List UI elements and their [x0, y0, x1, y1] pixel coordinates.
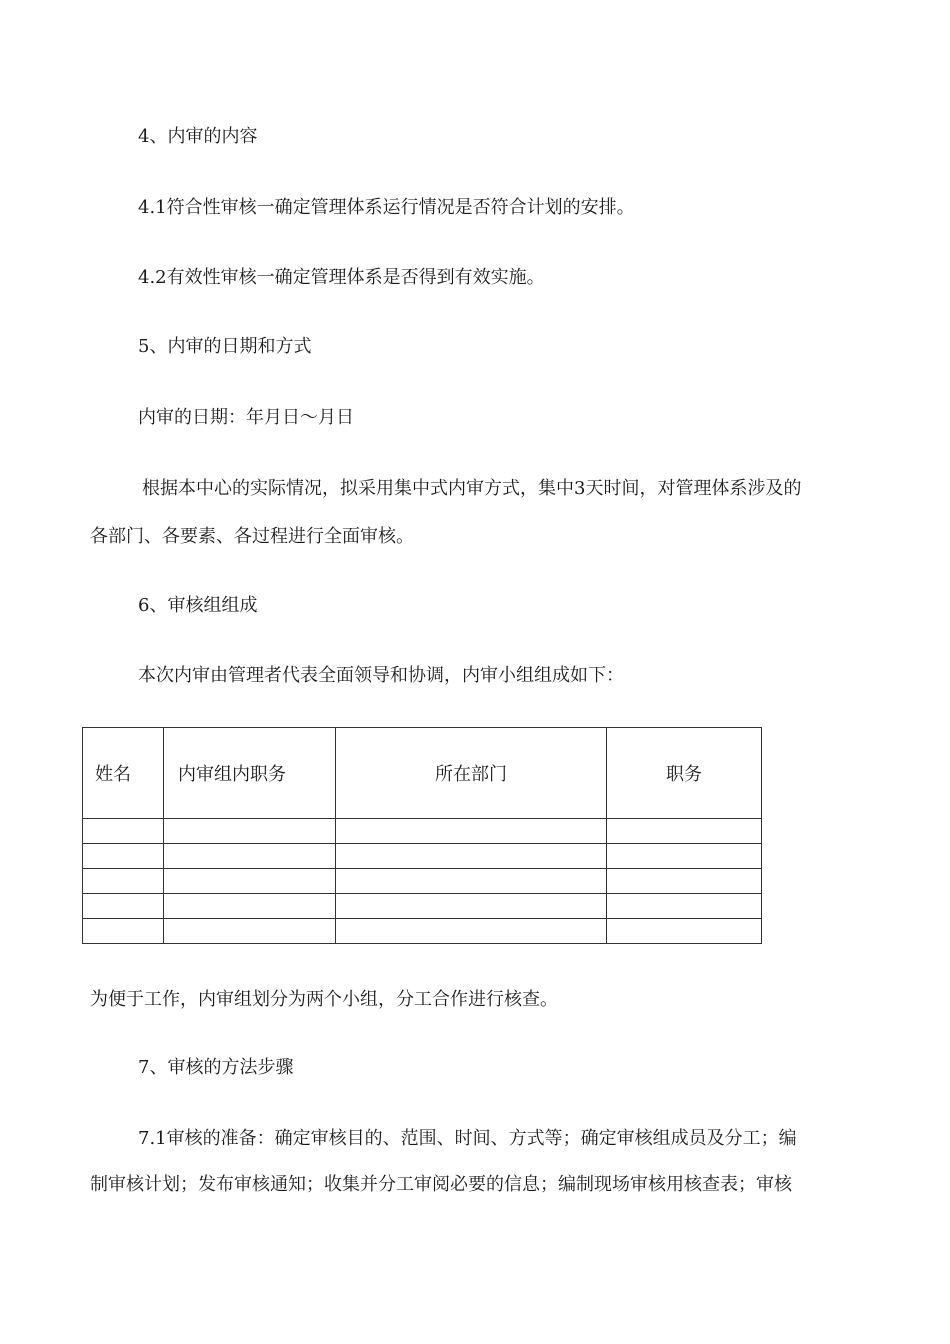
header-position: 职务	[607, 728, 762, 819]
table-cell	[336, 844, 607, 869]
table-cell	[336, 919, 607, 944]
table-cell	[83, 869, 164, 894]
table-row	[83, 894, 762, 919]
table-cell	[83, 919, 164, 944]
audit-method-line-2: 各部门、各要素、各过程进行全面审核。	[90, 526, 414, 547]
section-4-2-text: 4.2有效性审核一确定管理体系是否得到有效实施。	[138, 267, 545, 288]
section-4-1-text: 4.1符合性审核一确定管理体系运行情况是否符合计划的安排。	[138, 197, 635, 218]
header-department: 所在部门	[336, 728, 607, 819]
audit-team-table	[82, 727, 762, 944]
header-team-role: 内审组内职务	[164, 728, 336, 819]
table-cell	[607, 894, 762, 919]
table-cell	[164, 894, 336, 919]
table-cell	[164, 844, 336, 869]
section-4-heading: 4、内审的内容	[138, 126, 258, 147]
section-7-1-line-2: 制审核计划；发布审核通知；收集并分工审阅必要的信息；编制现场审核用核查表；审核	[90, 1174, 792, 1195]
table-row	[83, 919, 762, 944]
table-cell	[164, 869, 336, 894]
table-cell	[336, 819, 607, 844]
table-row	[83, 844, 762, 869]
table-cell	[607, 844, 762, 869]
section-7-1-line-1: 7.1审核的准备：确定审核目的、范围、时间、方式等；确定审核组成员及分工；编	[138, 1128, 797, 1149]
table-row	[83, 869, 762, 894]
audit-team-intro: 本次内审由管理者代表全面领导和协调，内审小组组成如下：	[138, 665, 624, 686]
table-cell	[607, 819, 762, 844]
subgroup-division-text: 为便于工作，内审组划分为两个小组，分工合作进行核查。	[90, 989, 558, 1010]
section-6-heading: 6、审核组组成	[138, 595, 258, 616]
table-row	[83, 819, 762, 844]
table-cell	[83, 844, 164, 869]
audit-method-line-1: 根据本中心的实际情况，拟采用集中式内审方式，集中3天时间，对管理体系涉及的	[142, 478, 802, 499]
header-name: 姓名	[83, 728, 164, 819]
audit-date-text: 内审的日期：年月日〜月日	[138, 407, 354, 428]
section-7-heading: 7、审核的方法步骤	[138, 1057, 294, 1078]
table-cell	[164, 919, 336, 944]
table-cell	[83, 819, 164, 844]
table-cell	[336, 894, 607, 919]
table-cell	[336, 869, 607, 894]
table-header-row	[83, 728, 762, 819]
table-cell	[83, 894, 164, 919]
table-cell	[607, 869, 762, 894]
section-5-heading: 5、内审的日期和方式	[138, 336, 312, 357]
table-cell	[607, 919, 762, 944]
table-cell	[164, 819, 336, 844]
